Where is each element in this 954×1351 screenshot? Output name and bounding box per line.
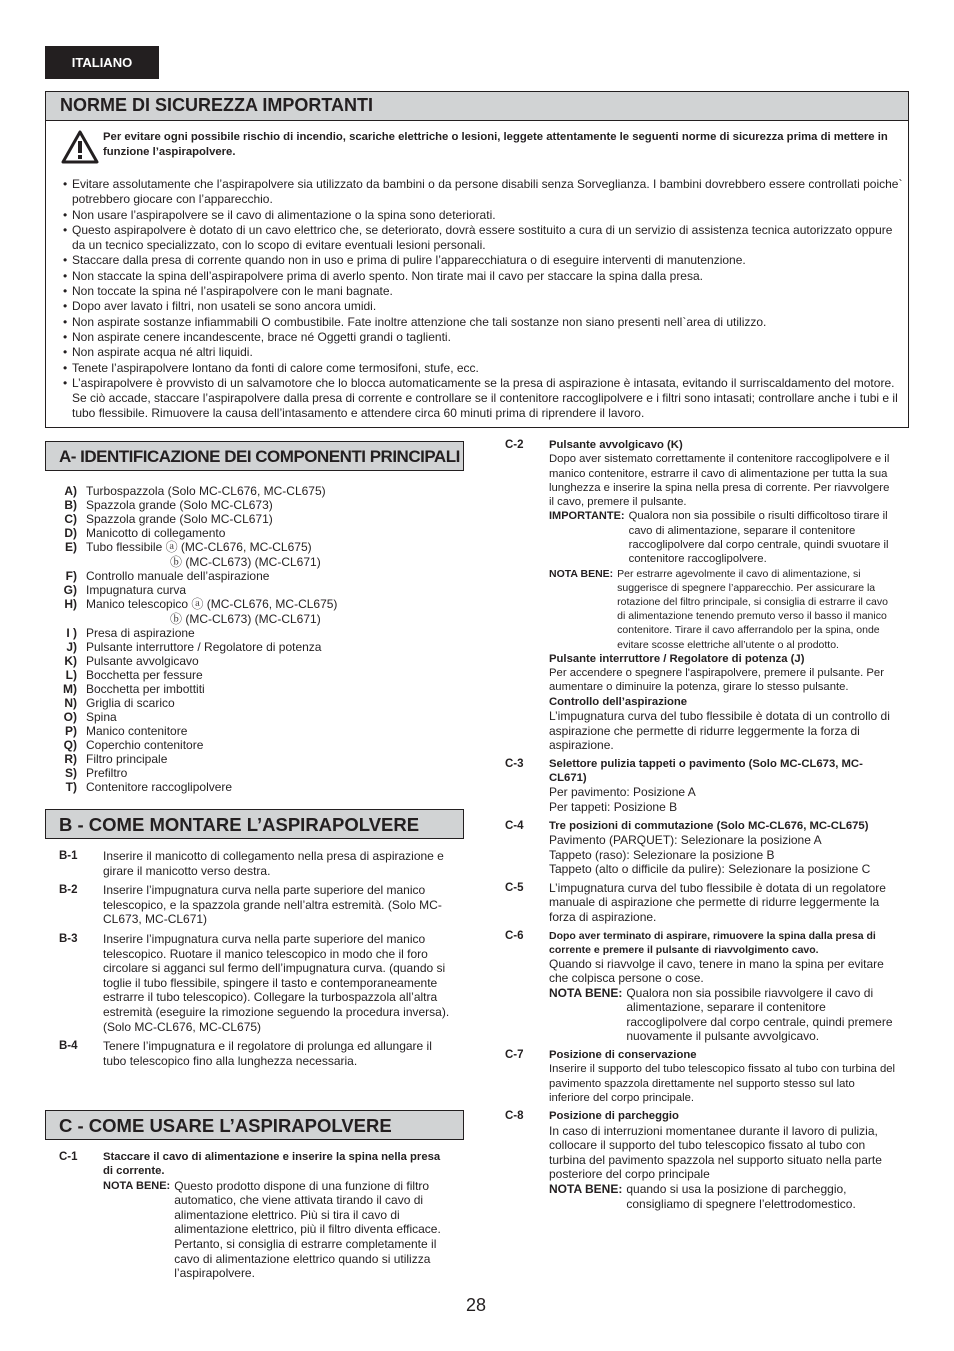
safety-item: • Dopo aver lavato i filtri, non usateli se sono ancora umidi. bbox=[63, 299, 903, 314]
safety-item: • Questo aspirapolvere è dotato di un cavo elettrico che, se deteriorato, dovrà essere sostituito a cura di un servizio di assistenza tecnica autorizzato oppure da un tecnico specializzato, con lo scopo di evitare eventuali lesioni personali. bbox=[63, 223, 903, 254]
step-c8: C-8 Posizione di parcheggio In caso di interruzioni momentanee durante il lavoro di pulizia, collocare il supporto del tubo telescopico fissato al tubo con turbina del pavimento spazzola nel supporto situato nella parte posteriore del corpo principale NOTA BENE: quando si usa la posizione di parcheggio, consigliamo di spegnere l’elettrodomestico. bbox=[505, 1110, 882, 1211]
safety-item: • Staccare dalla presa di corrente quando non in uso e prima di pulire l’apparecchiatura o di eseguire interventi di manutenzione. bbox=[63, 253, 903, 268]
list-item: B) Spazzola grande (Solo MC-CL673) bbox=[64, 498, 273, 512]
list-item-sub: ⓑ (MC-CL673) (MC-CL671) bbox=[170, 612, 321, 626]
warning-triangle-icon bbox=[61, 130, 99, 164]
list-item: P) Manico contenitore bbox=[65, 724, 188, 738]
safety-list bbox=[63, 177, 903, 422]
section-b-title: B - COME MONTARE L’ASPIRAPOLVERE bbox=[45, 809, 464, 839]
list-item: D) Manicotto di collegamento bbox=[64, 526, 226, 540]
section-a-title: A- IDENTIFICAZIONE DEI COMPONENTI PRINCIPALI bbox=[45, 441, 464, 471]
list-item: A) Turbospazzola (Solo MC-CL676, MC-CL675) bbox=[64, 484, 326, 498]
safety-item: • Evitare assolutamente che l’aspirapolvere sia utilizzato da bambini o da persone disabili senza Sorveglianza. I bambini dovrebbero essere controllati poiche` potrebbero giocare con l’apparecchio. bbox=[63, 177, 903, 208]
warning-row bbox=[61, 130, 901, 164]
section-b-steps bbox=[59, 849, 454, 1068]
safety-item: • L’aspirapolvere è provvisto di un salvamotore che lo blocca automaticamente se la presa di aspirazione è intasata, evitando il surriscaldamento del motore. Se ciò accade, staccare l’aspirapolvere dalla presa di corrente e controllare se il contenitore raccoglipolvere e i filtri sono intasati; controllare anche i tubi e il tubo flessibile. Rimuovere la causa dell’intasamento e attendere circa 60 minuti prima di riprendere il lavoro. bbox=[63, 376, 903, 422]
warning-text: Per evitare ogni possibile rischio di incendio, scariche elettriche o lesioni, leggete attentamente le seguenti norme di sicurezza prima di mettere in funzione l’aspirapolvere. bbox=[103, 131, 888, 158]
safety-item: • Non staccate la spina dell’aspirapolvere prima di averlo spento. Non tirate mai il cavo per staccare la spina dalla presa. bbox=[63, 269, 903, 284]
list-item: F) Controllo manuale dell’aspirazione bbox=[65, 569, 270, 583]
step-c4: C-4 Tre posizioni di commutazione (Solo MC-CL676, MC-CL675) Pavimento (PARQUET): Selezionare la posizione A Tappeto (raso): Selezionare la posizione B Tappeto (alto o difficile da pulire): Selezionare la posizione C bbox=[505, 819, 871, 877]
step-c6: C-6 Dopo aver terminato di aspirare, rimuovere la spina dalla presa di corrente e premere il pulsante di riavvolgimento cavo. Quando si riavvolge il cavo, tenere in mano la spina per evitare che colpisca persone o cose. NOTA BENE: Qualora non sia possibile riavvolgere il cavo di alimentazione, separare il contenitore raccoglipolvere dal corpo centrale, quindi premere nuovamente il pulsante avvolgicavo. bbox=[505, 929, 893, 1044]
page-number: 28 bbox=[466, 1295, 487, 1315]
safety-item: • Non aspirate acqua né altri liquidi. bbox=[63, 345, 903, 360]
step-b3: B-3 Inserire l’impugnatura curva nella parte superiore del manico telescopico. Ruotare il manico telescopico in modo che il foro circolare si agganci sul fermo dell’impugnatura curva. (quando si toglie il tubo flessibile, spingere il tasto e contemporaneamente estrarre il tubo telescopico). Collegare la turbospazzola all’altra estremità (eseguire la rimozione seguendo la procedura inversa). (Solo MC-CL676, MC-CL675) bbox=[59, 931, 450, 1034]
c1-heading: Staccare il cavo di alimentazione e inserire la spina nella presa di corrente. bbox=[103, 1151, 441, 1178]
list-item: M) Bocchetta per imbottiti bbox=[63, 682, 205, 696]
safety-item: • Non toccate la spina né l’aspirapolvere con le mani bagnate. bbox=[63, 284, 903, 299]
list-item: E) Tubo flessibile ⓐ (MC-CL676, MC-CL675) bbox=[65, 540, 312, 554]
section-c-title: C - COME USARE L’ASPIRAPOLVERE bbox=[45, 1110, 464, 1140]
language-tab: ITALIANO bbox=[45, 46, 159, 79]
step-b2: B-2 Inserire l’impugnatura curva nella parte superiore del manico telescopico, e la spazzola grande nell’altra estremità. (Solo MC-CL673, MC-CL671) bbox=[59, 883, 442, 927]
list-item: S) Prefiltro bbox=[65, 766, 128, 780]
step-c7: C-7 Posizione di conservazione Inserire il supporto del tubo telescopico fissato al tubo con turbina del pavimento spazzola direttamente nel supporto stesso sul lato inferiore del corpo principale. bbox=[505, 1049, 896, 1104]
safety-item: • Non usare l’aspirapolvere se il cavo di alimentazione o la spina sono deteriorati. bbox=[63, 208, 903, 223]
step-c2: C-2 Pulsante avvolgicavo (K) Dopo aver sistemato correttamente il contenitore raccoglipolvere e il manico contenitore, estrarre il cavo di alimentazione per tutta la sua lunghezza e inserire la spina nella presa di corrente. Per riavvolgere il cavo, premere il pulsante. IMPORTANTE: Qualora non sia possibile o risulti difficoltoso tirare il cavo di alimentazione, separare il contenitore raccoglipolvere dal corpo centrale, quindi svuotare il contenitore raccoglipolvere. NOTA BENE: Per estrarre agevolmente il cavo di alimentazione, si suggerisce di spegnere l’apparecchio. Per assicurare la rotazione del filtro principale, si consiglia di estrarre il cavo di alimentazione tenendo premuto verso il basso il manico contenitore. Tirare il cavo afferrandolo per la spina, onde evitare scosse elettriche all’utente o al prodotto. Pulsante interruttore / Regolatore di potenza (J) Per accendere o spegnere l'aspirapolvere, premere il pulsante. Per aumentare o diminuire la potenza, girare lo stesso pulsante. Controllo dell’aspirazione L’impugnatura curva del tubo flessibile è dotata di un controllo di aspirazione che permette di ridurre leggermente la forza di aspirazione. bbox=[505, 439, 890, 753]
list-item: I ) Presa di aspirazione bbox=[66, 626, 195, 640]
list-item: G) Impugnatura curva bbox=[63, 583, 187, 597]
step-b1: B-1 Inserire il manicotto di collegamento nella presa di aspirazione e girare il manicotto verso destra. bbox=[59, 849, 444, 878]
step-c3: C-3 Selettore pulizia tappeti o pavimento (Solo MC-CL673, MC-CL671) Per pavimento: Posizione A Per tappeti: Posizione B bbox=[505, 757, 863, 815]
list-item: T) Contenitore raccoglipolvere bbox=[65, 780, 233, 794]
safety-section bbox=[45, 91, 909, 428]
c1-note-label: NOTA BENE: bbox=[103, 1179, 171, 1192]
list-item: L) Bocchetta per fessure bbox=[65, 668, 203, 682]
list-item: N) Griglia di scarico bbox=[64, 696, 175, 710]
list-item: J) Pulsante interruttore / Regolatore di potenza bbox=[66, 640, 322, 654]
list-item: O) Spina bbox=[63, 710, 117, 724]
safety-title: NORME DI SICUREZZA IMPORTANTI bbox=[46, 92, 908, 121]
list-item: C) Spazzola grande (Solo MC-CL671) bbox=[64, 512, 273, 526]
list-item-sub: ⓑ (MC-CL673) (MC-CL671) bbox=[170, 555, 321, 569]
parts-list bbox=[53, 484, 453, 794]
c1-note-text: Questo prodotto dispone di una funzione di filtro automatico, che viene attivata tirando il cavo di alimentazione elettrico. Più si tira il cavo di alimentazione elettrico, più il filtro diventa efficace. Pertanto, si consiglia di estrarre completamente il cavo di alimentazione elettrico quando si utilizza l’aspirapolvere. bbox=[174, 1178, 441, 1281]
list-item: Q) Coperchio contenitore bbox=[63, 738, 204, 752]
step-c5: C-5 L’impugnatura curva del tubo flessibile è dotata di un regolatore manuale di aspirazione che permette di ridurre leggermente la forza di aspirazione. bbox=[505, 880, 886, 924]
step-b4: B-4 Tenere l’impugnatura e il regolatore di prolunga ed allungare il tubo telescopico fino alla lunghezza necessaria. bbox=[59, 1039, 432, 1068]
list-item: R) Filtro principale bbox=[64, 752, 168, 766]
list-item: H) Manico telescopico ⓐ (MC-CL676, MC-CL675) bbox=[64, 597, 338, 611]
safety-item: • Non aspirate sostanze infiammabili O combustibile. Fate inoltre attenzione che tali sostanze non siano presenti nell`area di utilizzo. bbox=[63, 315, 903, 330]
right-column bbox=[505, 438, 897, 1211]
list-item: K) Pulsante avvolgicavo bbox=[64, 654, 199, 668]
safety-item: • Non aspirate cenere incandescente, brace né Oggetti grandi o taglienti. bbox=[63, 330, 903, 345]
step-c1: C-1 Staccare il cavo di alimentazione e inserire la spina nella presa di corrente. NOTA BENE: Questo prodotto dispone di una funzione di filtro automatico, che viene attivata tirando il cavo di alimentazione elettrico. Più si tira il cavo di alimentazione elettrico, più il filtro diventa efficace. Pertanto, si consiglia di estrarre completamente il cavo di alimentazione elettrico quando si utilizza l’aspirapolvere. bbox=[59, 1150, 452, 1281]
safety-item: • Tenete l’aspirapolvere lontano da fonti di calore come termosifoni, stufe, ecc. bbox=[63, 361, 903, 376]
